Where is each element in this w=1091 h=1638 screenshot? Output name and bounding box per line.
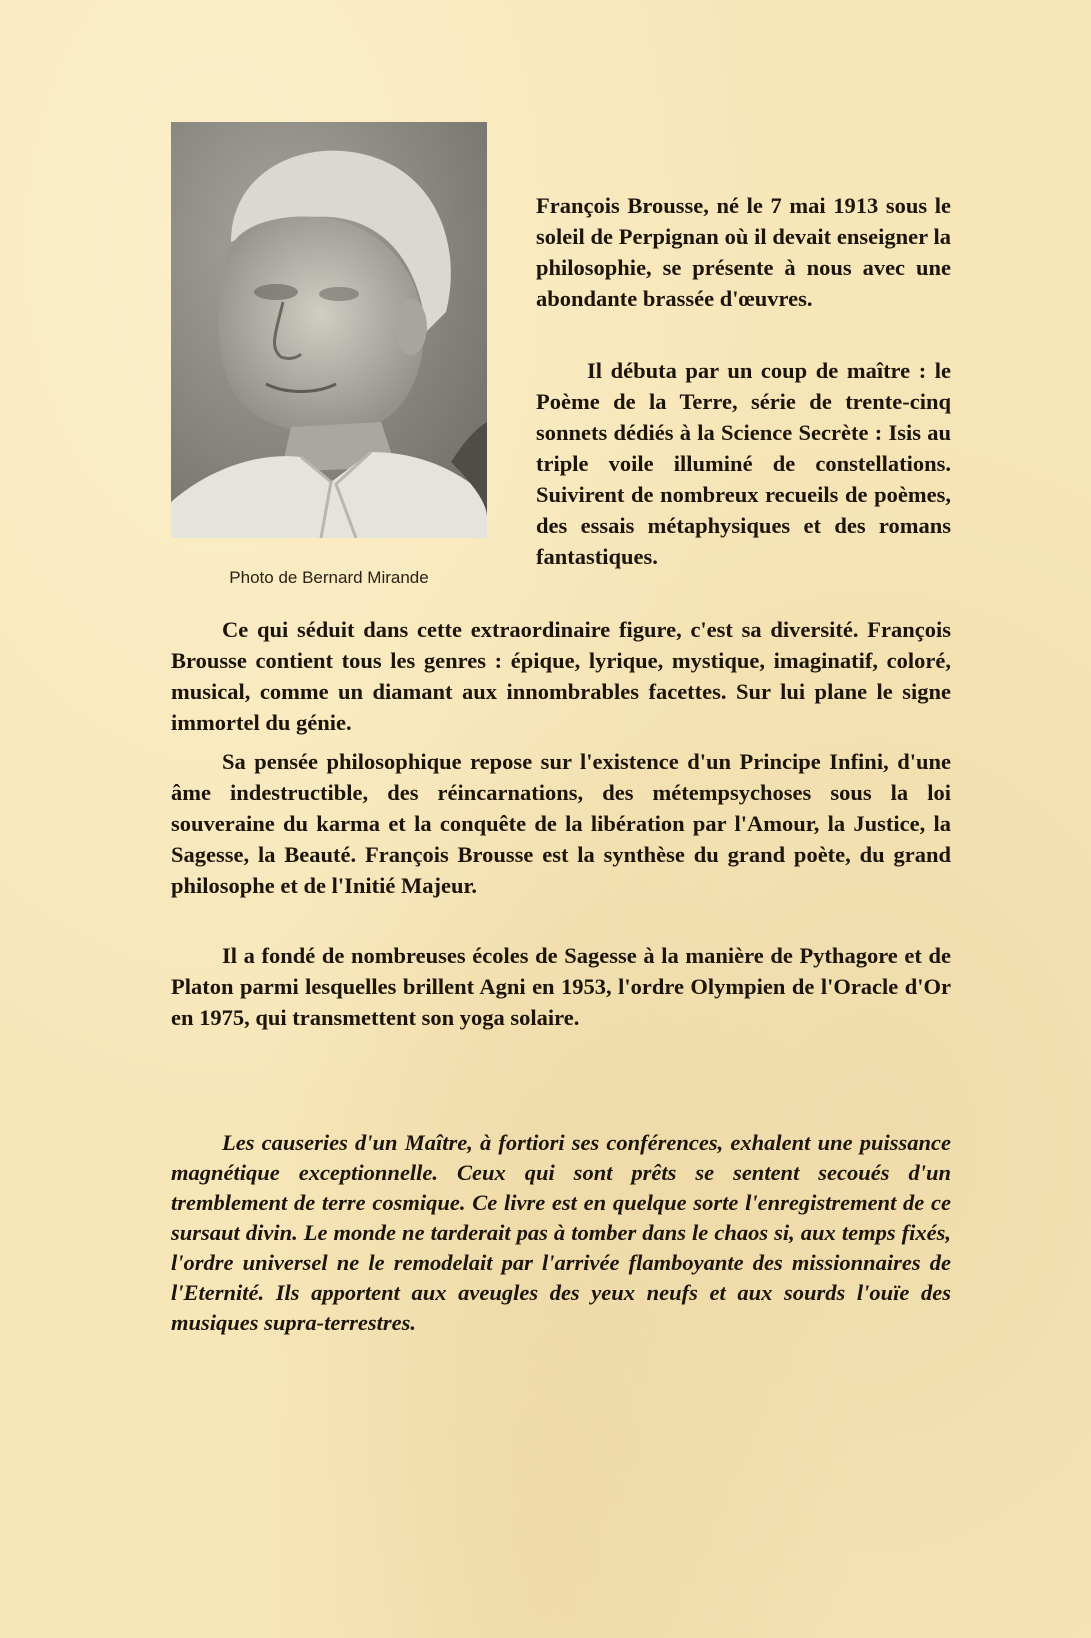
paragraph-philosophy: Sa pensée philosophique repose sur l'existence d'un Principe Infini, d'une âme indestructible, des réincarnations, des métempsychoses sous la loi souveraine du karma et la conquête de la libération par l'Amour, la Justice, la Sagesse, la Beauté. François Brousse est la synthèse du grand poète, du grand philosophe et de l'Initié Majeur. [171, 749, 951, 898]
paragraph-diversity: Ce qui séduit dans cette extraordinaire figure, c'est sa diversité. François Brousse contient tous les genres : épique, lyrique, mystique, imaginatif, coloré, musical, comme un diamant aux innombrables facettes. Sur lui plane le signe immortel du génie. [171, 617, 951, 735]
photo-caption: Photo de Bernard Mirande [229, 568, 429, 587]
author-portrait-photo [171, 122, 487, 538]
paragraph-birth: François Brousse, né le 7 mai 1913 sous le soleil de Perpignan où il devait enseigner la philosophie, se présente à nous avec une abondante brassée d'œuvres. [536, 193, 951, 311]
paragraph-schools: Il a fondé de nombreuses écoles de Sagesse à la manière de Pythagore et de Platon parmi lesquelles brillent Agni en 1953, l'ordre Olympien de l'Oracle d'Or en 1975, qui transmettent son yoga solaire. [171, 943, 951, 1030]
paragraph-debut: Il débuta par un coup de maître : le Poème de la Terre, série de trente-cinq sonnets dédiés à la Science Secrète : Isis au triple voile illuminé de constellations. Suivirent de nombreux recueils de poèmes, des essais métaphysiques et des romans fantastiques. [536, 358, 951, 569]
portrait-image [171, 122, 487, 538]
italic-blurb: Les causeries d'un Maître, à fortiori ses conférences, exhalent une puissance magnétique exceptionnelle. Ceux qui sont prêts se sentent secoués d'un tremblement de terre cosmique. Ce livre est en quelque sorte l'enregistrement de ce sursaut divin. Le monde ne tarderait pas à tomber dans le chaos si, aux temps fixés, l'ordre universel ne le remodelait par l'arrivée flamboyante des missionnaires de l'Eternité. Ils apportent aux aveugles des yeux neufs et aux sourds l'ouïe des musiques supra-terrestres. [171, 1130, 951, 1335]
